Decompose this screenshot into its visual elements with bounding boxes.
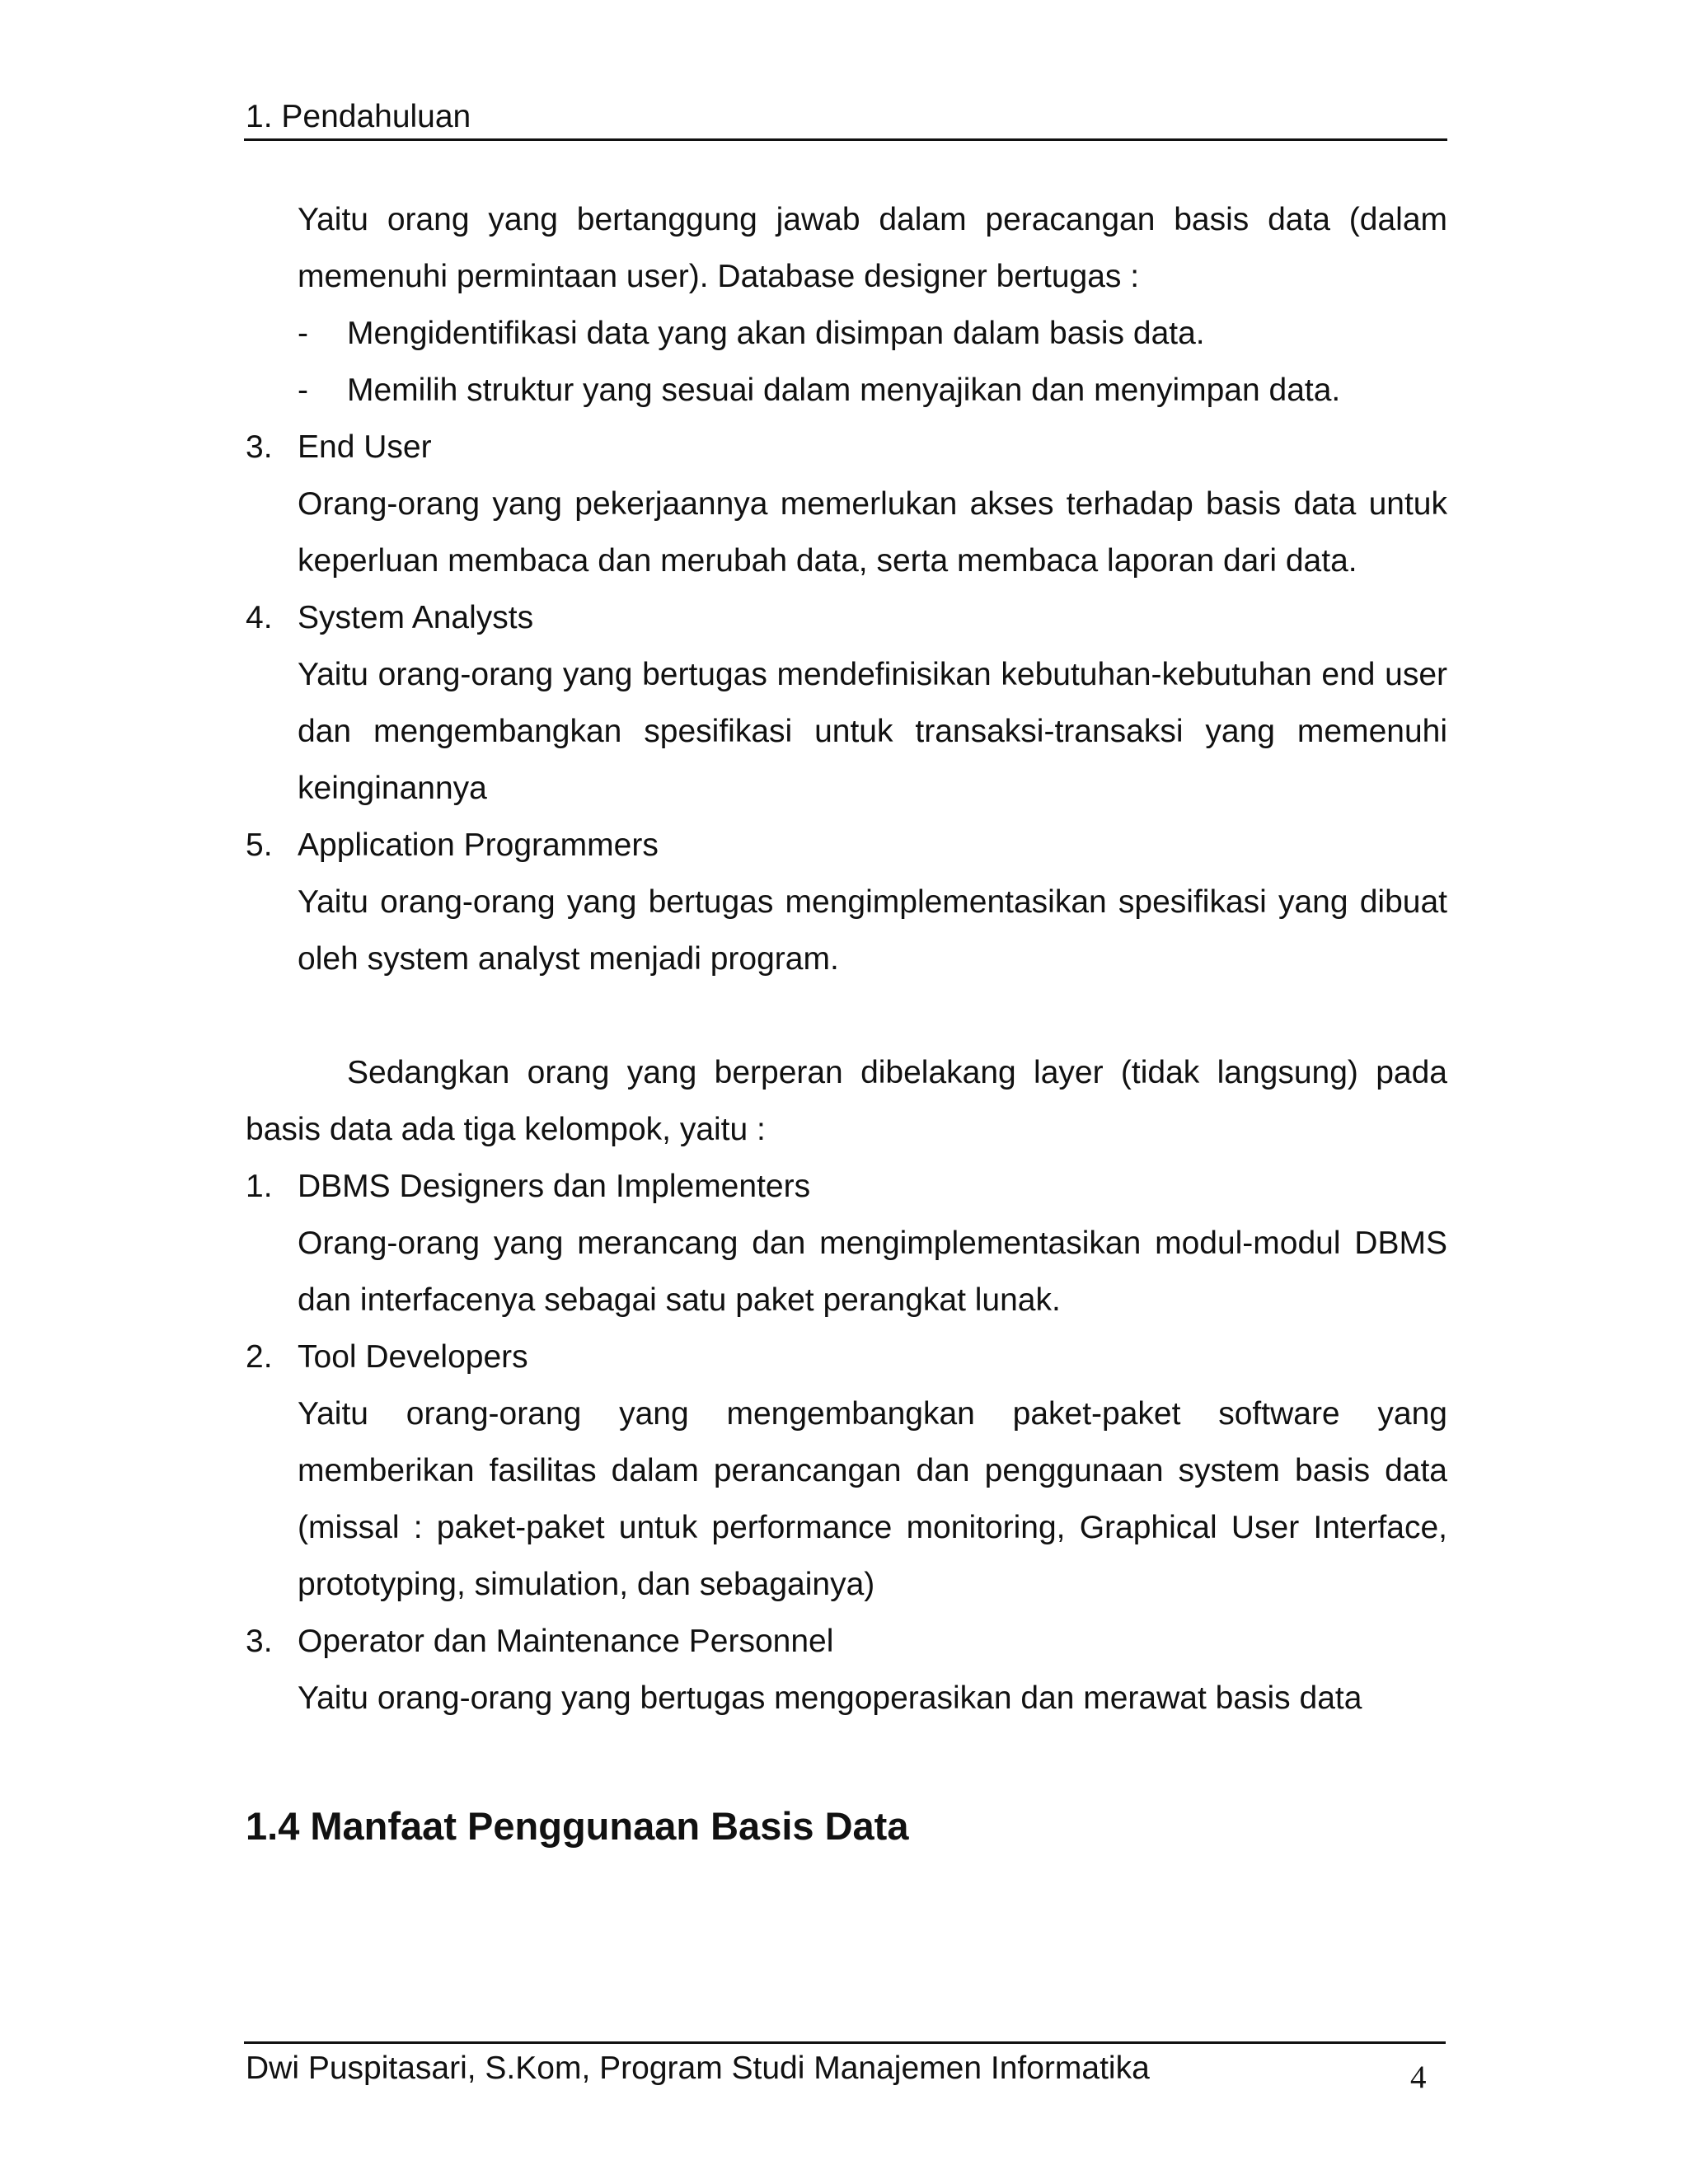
- footer-author: Dwi Puspitasari, S.Kom, Program Studi Manajemen Informatika: [246, 2050, 1150, 2086]
- designer-task-text: Mengidentifikasi data yang akan disimpan dalam basis data.: [347, 316, 1205, 351]
- role-title: Tool Developers: [298, 1339, 528, 1375]
- role-title: End User: [298, 429, 432, 465]
- role-title: Application Programmers: [298, 827, 659, 863]
- page-number: 4: [1410, 2060, 1427, 2095]
- role-description: Yaitu orang-orang yang mengembangkan paket-paket software yang memberikan fasilitas dalam perancangan dan penggunaan system basis data (missal : paket-paket untuk performance monitoring, Graphical User Interface, prototyping, simulation, dan sebagainya): [298, 1396, 1447, 1602]
- role-title: DBMS Designers dan Implementers: [298, 1169, 811, 1204]
- list-number: 5.: [246, 827, 273, 863]
- role-item-operator-maintenance: [246, 1613, 1447, 1670]
- running-header: 1. Pendahuluan: [246, 99, 471, 134]
- list-number: 1.: [246, 1169, 273, 1204]
- role-item-system-analysts: [246, 589, 1447, 646]
- role-title: System Analysts: [298, 600, 534, 635]
- role-description: Yaitu orang-orang yang bertugas mengoperasikan dan merawat basis data: [298, 1680, 1362, 1716]
- section-heading: 1.4 Manfaat Penggunaan Basis Data: [246, 1804, 909, 1848]
- designer-task-text: Memilih struktur yang sesuai dalam menyajikan dan menyimpan data.: [347, 373, 1341, 408]
- section-spacer: [246, 1727, 1447, 1797]
- dash-marker: -: [298, 373, 308, 408]
- role-item-application-programmers: [246, 817, 1447, 874]
- designer-task-item: [298, 362, 1447, 419]
- list-number: 4.: [246, 600, 273, 635]
- role-description: Yaitu orang-orang yang bertugas mengimplementasikan spesifikasi yang dibuat oleh system analyst menjadi program.: [298, 884, 1447, 977]
- role-item-dbms-designers: [246, 1158, 1447, 1215]
- designer-description: Yaitu orang yang bertanggung jawab dalam peracangan basis data (dalam memenuhi permintaan user). Database designer bertugas :: [298, 202, 1447, 294]
- paragraph-spacer: [246, 987, 1447, 1044]
- indirect-roles-intro: Sedangkan orang yang berperan dibelakang layer (tidak langsung) pada basis data ada tiga kelompok, yaitu :: [246, 1055, 1447, 1147]
- footer-divider: [244, 2041, 1446, 2044]
- list-number: 2.: [246, 1339, 273, 1375]
- role-title: Operator dan Maintenance Personnel: [298, 1624, 834, 1659]
- list-number: 3.: [246, 429, 273, 465]
- header-divider: [244, 138, 1447, 141]
- designer-task-item: [298, 305, 1447, 362]
- dash-marker: -: [298, 316, 308, 351]
- list-number: 3.: [246, 1624, 273, 1659]
- role-description: Orang-orang yang merancang dan mengimplementasikan modul-modul DBMS dan interfacenya sebagai satu paket perangkat lunak.: [298, 1226, 1447, 1318]
- role-item-tool-developers: [246, 1329, 1447, 1385]
- page-body: [246, 191, 1447, 1854]
- role-item-end-user: [246, 419, 1447, 476]
- role-description: Yaitu orang-orang yang bertugas mendefinisikan kebutuhan-kebutuhan end user dan mengembangkan spesifikasi untuk transaksi-transaksi yang memenuhi keinginannya: [298, 657, 1447, 806]
- role-description: Orang-orang yang pekerjaannya memerlukan akses terhadap basis data untuk keperluan membaca dan merubah data, serta membaca laporan dari data.: [298, 486, 1447, 579]
